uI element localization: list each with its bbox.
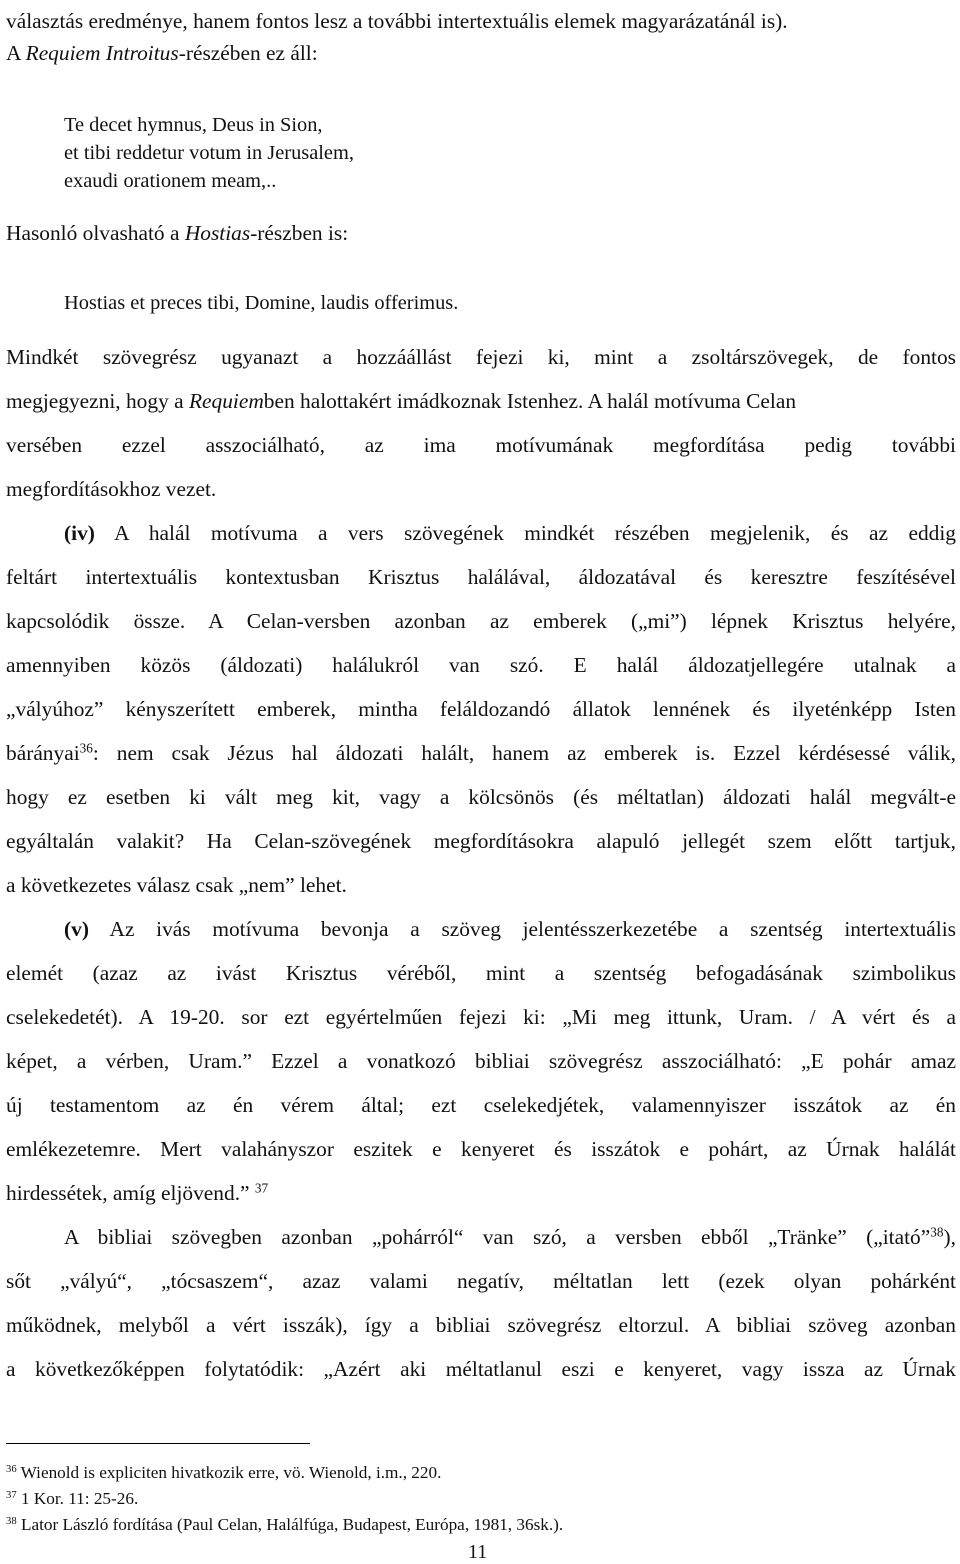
italic-term: Hostias	[184, 221, 251, 245]
text-span: ),	[943, 1225, 956, 1249]
footnote-ref[interactable]: 37	[254, 1180, 269, 1196]
text-line	[64, 520, 956, 546]
text-span: hirdessétek, amíg eljövend.”	[6, 1181, 255, 1205]
text-line: kapcsolódik össze. A Celan-versben azonban az emberek („mi”) lépnek Krisztus helyére,	[6, 609, 956, 633]
text-line: megfordításokhoz vezet.	[6, 477, 217, 501]
footnote-number: 38	[6, 1516, 17, 1528]
text-span: A bibliai szövegben azonban „pohárról“ van szó, a versben ebből „Tränke” („itató”	[64, 1225, 931, 1249]
text-span: A	[6, 41, 26, 65]
footnote-ref[interactable]: 36	[79, 740, 93, 756]
footnote-separator	[6, 1443, 310, 1444]
text-line	[64, 916, 956, 942]
text-span: Az ivás motívuma bevonja a szöveg jelentésszerkezetébe a szentség intertextuális	[88, 917, 956, 941]
section-label: (v)	[64, 917, 89, 941]
text-span: választás eredménye, hanem fontos lesz a további intertextuális elemek magyarázatánál is).	[6, 9, 788, 33]
text-span: ben halottakért imádkoznak Istenhez. A halál motívuma Celan	[263, 389, 797, 413]
footnote-number: 37	[6, 1490, 17, 1502]
footnote	[6, 1488, 138, 1510]
text-line	[6, 388, 796, 414]
text-line: a következőképpen folytatódik: „Azért aki méltatlanul eszi e kenyeret, vagy issza az Úrnak	[6, 1357, 956, 1381]
text-line: egyáltalán valakit? Ha Celan-szövegének megfordításokra alapuló jellegét szem előtt tartjuk,	[6, 829, 956, 853]
text-line: feltárt intertextuális kontextusban Krisztus halálával, áldozatával és keresztre feszítésével	[6, 565, 956, 589]
text-span: -részben is:	[250, 221, 349, 245]
text-line	[6, 740, 956, 766]
text-line	[6, 40, 318, 66]
italic-term: Requiem Introitus	[25, 41, 179, 65]
text-line: működnek, melyből a vért isszák), így a bibliai szövegrész eltorzul. A bibliai szöveg azonban	[6, 1313, 956, 1337]
text-line: elemét (azaz az ivást Krisztus véréből, mint a szentség befogadásának szimbolikus	[6, 961, 956, 985]
quote-line: exaudi orationem meam,..	[64, 170, 277, 192]
text-line: sőt „vályú“, „tócsaszem“, azaz valami negatív, méltatlan lett (ezek olyan pohárként	[6, 1269, 956, 1293]
section-label: (iv)	[64, 521, 95, 545]
text-line: a következetes válasz csak „nem” lehet.	[6, 873, 347, 897]
quote-line: Te decet hymnus, Deus in Sion,	[64, 114, 323, 136]
text-line: Mindkét szövegrész ugyanazt a hozzáállást fejezi ki, mint a zsoltárszövegek, de fontos	[6, 345, 956, 369]
text-span: megjegyezni, hogy a	[6, 389, 189, 413]
footnote	[6, 1514, 563, 1536]
page-number: 11	[468, 1541, 488, 1563]
text-line: hogy ez esetben ki vált meg kit, vagy a kölcsönös (és méltatlan) áldozati halál megvált-e	[6, 785, 956, 809]
text-line: képet, a vérben, Uram.” Ezzel a vonatkozó bibliai szövegrész asszociálható: „E pohár amaz	[6, 1049, 956, 1073]
footnote-ref[interactable]: 38	[930, 1224, 944, 1240]
footnote-number: 36	[6, 1464, 17, 1476]
footnote	[6, 1462, 441, 1484]
quote-line: Hostias et preces tibi, Domine, laudis offerimus.	[64, 292, 459, 314]
quote-line: et tibi reddetur votum in Jerusalem,	[64, 142, 354, 164]
text-line: új testamentom az én vérem által; ezt cselekedjétek, valamennyiszer isszátok az én	[6, 1093, 956, 1117]
text-span: -részében ez áll:	[178, 41, 318, 65]
italic-term: Requiem	[188, 389, 264, 413]
text-line: amennyiben közös (áldozati) halálukról van szó. E halál áldozatjellegére utalnak a	[6, 653, 956, 677]
text-line: cselekedetét). A 19-20. sor ezt egyértelműen fejezi ki: „Mi meg ittunk, Uram. / A vért és a	[6, 1005, 956, 1029]
text-line	[64, 1224, 956, 1250]
text-line: „vályúhoz” kényszerített emberek, mintha feláldozandó állatok lennének és ilyeténképp Isten	[6, 697, 956, 721]
text-line	[6, 220, 348, 246]
footnote-text: 1 Kor. 11: 25-26.	[16, 1489, 139, 1508]
text-line: emlékezetemre. Mert valahányszor eszitek e kenyeret és isszátok e pohárt, az Úrnak halálát	[6, 1137, 956, 1161]
text-span: bárányai	[6, 741, 80, 765]
footnote-text: Lator László fordítása (Paul Celan, Halálfúga, Budapest, Európa, 1981, 36sk.).	[16, 1515, 564, 1534]
text-span: A halál motívuma a vers szövegének mindkét részében megjelenik, és az eddig	[94, 521, 956, 545]
text-span: : nem csak Jézus hal áldozati halált, hanem az emberek is. Ezzel kérdésessé válik,	[92, 741, 956, 765]
text-line	[6, 1180, 268, 1206]
text-span: Hasonló olvasható a	[6, 221, 185, 245]
text-line: versében ezzel asszociálható, az ima motívumának megfordítása pedig további	[6, 433, 956, 457]
footnote-text: Wienold is expliciten hivatkozik erre, vö. Wienold, i.m., 220.	[16, 1463, 442, 1482]
text-line	[6, 8, 788, 34]
